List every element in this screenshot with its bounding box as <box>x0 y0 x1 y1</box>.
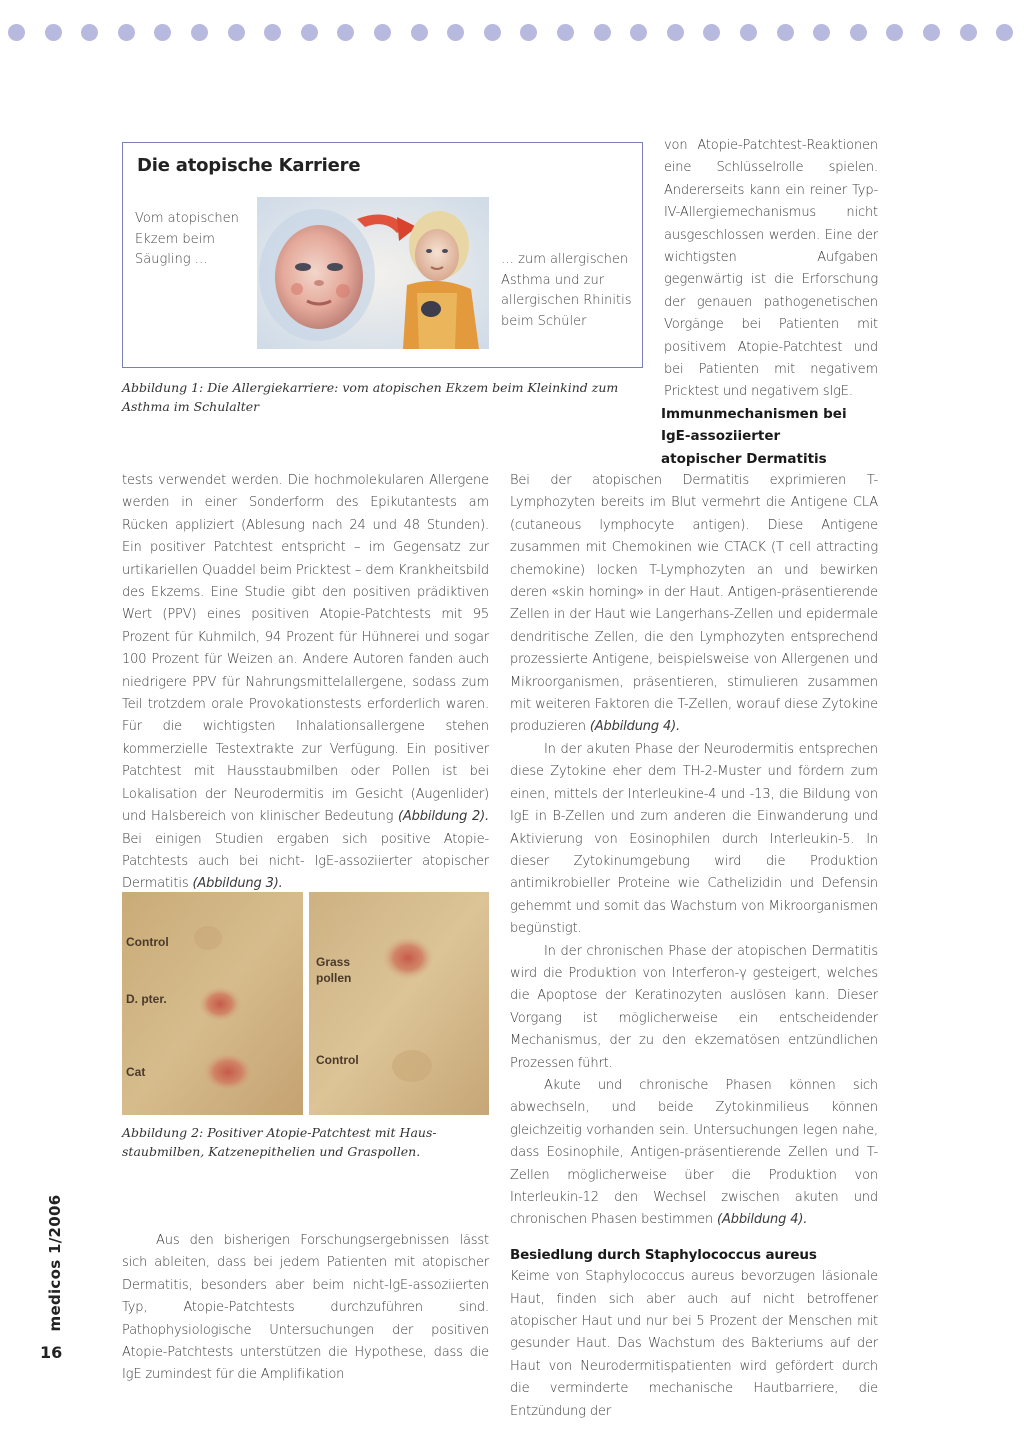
left-column-text-1 <box>122 470 489 896</box>
figure-reference: (Abbildung 4). <box>589 719 681 735</box>
decorative-dot <box>850 24 867 41</box>
paragraph: Aus den bisherigen Forschungsergebnissen lässt sich ableiten, dass bei jedem Patienten mit atopischer Dermatitis, besonders aber beim nicht-IgE-assoziierten Typ, Atopie-Patchtests durchzuführen sind. Pathophysiologische Untersuchungen der positiven Atopie-Patchtests unterstützen die Hypothese, dass die IgE zumindest für die Amplifikation <box>122 1233 489 1383</box>
left-column-text-2 <box>122 1230 489 1387</box>
page-number: 16 <box>40 1343 63 1362</box>
figure-2-photo <box>122 892 489 1115</box>
decorative-dot <box>228 24 245 41</box>
decorative-dot <box>886 24 903 41</box>
figure-reference: (Abbildung 4). <box>717 1212 808 1228</box>
decorative-dot <box>960 24 977 41</box>
decorative-dot <box>484 24 501 41</box>
paragraph: In der akuten Phase der Neurodermitis entsprechen diese Zytokine eher dem TH-2-Muster und fördern zum einen, mittels der Interleukine-4 und -13, die Bildung von IgE in B-Zellen und zum anderen die Einwanderung und Aktivierung von Eosinophilen durch Interleukin-5. In dieser Zytokinumgebung wird die Produktion antimikrobieller Proteine wie Cathelizidin und Defensin gehemmt und somit das Wachstum von Mikroorganismen begünstigt. <box>510 741 878 937</box>
section-heading-immunmechanismen <box>661 403 881 470</box>
right-column-top-text <box>664 135 878 404</box>
decorative-dot <box>8 24 25 41</box>
figure-1-caption: Abbildung 1: Die Allergiekarriere: vom atopischen Ekzem beim Kleinkind zum Asthma im Schulalter <box>122 380 619 414</box>
paragraph: Akute und chronische Phasen können sich abwechseln, und beide Zytokinmilieus können gleichzeitig vorhanden sein. Untersuchungen legen nahe, dass Eosinophile, Antigen-präsentierende Zellen und T-Zellen möglicherweise über die Produktion von Interleukin-12 den Wechsel zwischen akuten und chronischen Phasen bestimmen (Abbildung 4). <box>510 1077 878 1228</box>
journal-label <box>42 1188 68 1338</box>
heading-line: IgE-assoziierter <box>661 428 781 445</box>
decorative-dot <box>411 24 428 41</box>
decorative-dot <box>45 24 62 41</box>
decorative-dot <box>557 24 574 41</box>
journal-name: medicos 1/2006 <box>46 1194 64 1332</box>
heading-line: atopischer Dermatitis <box>661 450 827 467</box>
decorative-dot <box>301 24 318 41</box>
photo-label-d-pter: D. pter. <box>126 992 167 1006</box>
decorative-dot <box>118 24 135 41</box>
section-heading-staphylococcus: Besiedlung durch Staphylococcus aureus <box>510 1246 817 1263</box>
paragraph: Bei der atopischen Dermatitis exprimieren T-Lymphozyten bereits im Blut vermehrt die Antigene CLA (cutaneous lymphocyte antigen). Diese Antigene zusammen mit Chemokinen wie CTACK (T cell attracting chemokine) locken T-Lymphozyten an und bewirken deren «skin homing» in der Haut. Antigen-präsentierende Zellen in der Haut wie Langerhans-Zellen und epidermale dendritische Zellen, die den Lymphozyten entsprechend prozessierte Antigene, beispielsweise von Allergenen und Mikroorganismen, präsentieren, stimulieren zusammen mit weiteren Faktoren die T-Zellen, worauf diese Zytokine produzieren (Abbildung 4). <box>510 473 878 735</box>
decorative-dot <box>374 24 391 41</box>
decorative-dot <box>337 24 354 41</box>
figure-1-illustration <box>257 197 489 349</box>
box-left-caption: Vom atopischen Ekzem beim Säugling … <box>135 211 239 267</box>
photo-label-pollen: pollen <box>316 971 352 985</box>
figure-reference: (Abbildung 2). <box>398 809 489 825</box>
patchtest-photo <box>122 892 489 1115</box>
decorative-dot <box>191 24 208 41</box>
decorative-dot <box>813 24 830 41</box>
paragraph: von Atopie-Patchtest-Reaktionen eine Schlüsselrolle spielen. Andererseits kann ein reiner Typ-IV-Allergiemechanismus nicht ausgeschlossen werden. Eine der wichtigsten Aufgaben gegenwärtig ist die Erforschung der genauen pathogenetischen Vorgänge bei Patienten mit positivem Atopie-Patchtest und bei Patienten mit negativem Pricktest und negativem sIgE. <box>664 138 878 400</box>
decorative-dot <box>447 24 464 41</box>
caption-line: staubmilben, Katzenepithelien und Graspollen. <box>122 1144 421 1159</box>
decorative-dot <box>996 24 1013 41</box>
paragraph: tests verwendet werden. Die hochmolekularen Allergene werden in einer Sonderform des Epikutantests am Rücken appliziert (Ablesung nach 24 und 48 Stunden). Ein positiver Patchtest entspricht – im Gegensatz zur urtikariellen Quaddel beim Pricktest – dem Krankheitsbild des Ekzems. Eine Studie gibt den positiven prädiktiven Wert (PPV) eines positiven Atopie-Patchtests mit 95 Prozent für Kuhmilch, 94 Prozent für Hühnerei und sogar 100 Prozent für Weizen an. Andere Autoren fanden auch niedrigere PPV für Nahrungsmittelallergene, sodass zum Teil trotzdem orale Provokationstests erforderlich waren. Für die wichtigsten Inhalationsallergene stehen kommerzielle Testextrakte zur Verfügung. Ein positiver Patchtest mit Hausstaubmilben oder Pollen ist bei Lokalisation der Neurodermitis im Gesicht (Augenlider) und Halsbereich von klinischer Bedeutung (Abbildung 2). Bei einigen Studien ergaben sich positive Atopie-Patchtests auch bei nicht- IgE-assoziierter atopischer Dermatitis (Abbildung 3). <box>122 473 489 892</box>
caption-line: Abbildung 2: Positiver Atopie-Patchtest mit Haus- <box>122 1125 437 1140</box>
decorative-dot <box>594 24 611 41</box>
box-right-caption: … zum allergischen Asthma und zur allergischen Rhinitis beim Schüler <box>501 252 632 329</box>
paragraph: In der chronischen Phase der atopischen Dermatitis wird die Produktion von Interferon-γ gesteigert, welches die Apoptose der Keratinozyten auslösen kann. Dieser Vorgang ist möglicherweise ein entscheidender Mechanismus, der zu den ekzematösen entzündlichen Prozessen führt. <box>510 943 878 1071</box>
figure-2-caption <box>122 1123 489 1161</box>
figure-reference: (Abbildung 3). <box>192 876 283 892</box>
decorative-dot <box>740 24 757 41</box>
photo-label-cat: Cat <box>126 1065 146 1079</box>
box-title: Die atopische Karriere <box>137 155 361 176</box>
photo-label-control-right: Control <box>316 1053 359 1067</box>
decorative-dot <box>81 24 98 41</box>
decorative-dot <box>264 24 281 41</box>
photo-label-grass: Grass <box>316 955 351 969</box>
right-column-text <box>510 470 878 1423</box>
heading-line: Immunmechanismen bei <box>661 406 847 422</box>
decorative-dot <box>520 24 537 41</box>
children-illustration <box>257 197 489 349</box>
decorative-dot-row <box>0 24 1024 44</box>
paragraph: Keime von Staphylococcus aureus bevorzugen läsionale Haut, finden sich aber auch auf nicht betroffener atopischer Haut und nur bei 5 Prozent der Menschen mit gesunder Haut. Das Wachstum des Bakteriums auf der Haut von Neurodermitispatienten wird gefördert durch die verminderte mechanische Hautbarriere, die Entzündung der <box>510 1269 878 1419</box>
figure-1-box <box>122 142 643 368</box>
decorative-dot <box>923 24 940 41</box>
decorative-dot <box>630 24 647 41</box>
decorative-dot <box>667 24 684 41</box>
photo-label-control-left: Control <box>126 935 169 949</box>
decorative-dot <box>703 24 720 41</box>
decorative-dot <box>777 24 794 41</box>
decorative-dot <box>154 24 171 41</box>
